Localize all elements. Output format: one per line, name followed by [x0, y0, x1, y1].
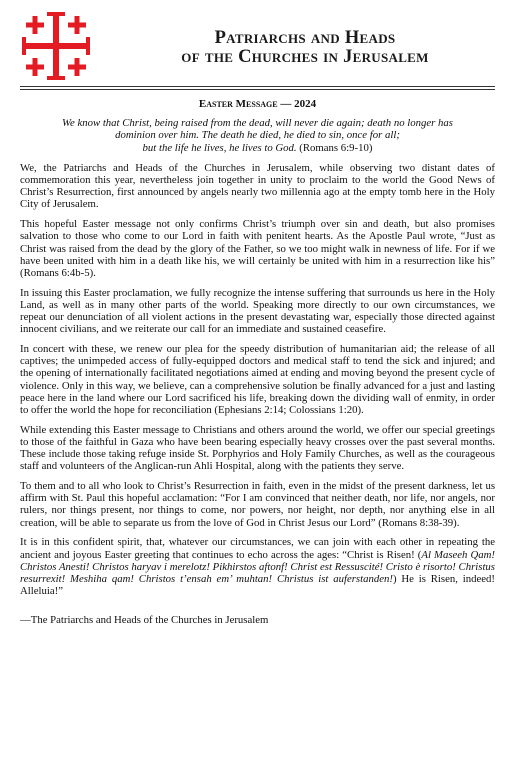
paragraph-6: To them and to all who look to Christ’s Resurrection in faith, even in the midst of the present darkness, let us affirm with St. Paul this hopeful acclamation: “For I am convinced that neither death, nor life, nor angels, nor rulers, nor things present, nor things to come, nor powers, nor height, nor depth, nor anything else in all creation, will be able to separate us from the love of God in Christ Jesus our Lord” (Romans 8:38-39). — [20, 479, 495, 529]
paragraph-5: While extending this Easter message to Christians and others around the world, we offer our special greetings to those of the faithful in Gaza who have been bearing especially heavy crosses over the past several months. These include those taking refuge inside St. Porphyrios and Holy Family Churches, as well as the courageous staff and volunteers of the Anglican-run Ahli Hospital, along with the patients they serve. — [20, 423, 495, 473]
epigraph-line-1: We know that Christ, being raised from the dead, will never die again; death no longer has — [62, 117, 453, 130]
message-body — [20, 98, 495, 627]
message-title: Easter Message — 2024 — [198, 98, 317, 110]
epigraph — [20, 117, 495, 154]
header-title — [115, 29, 495, 67]
center-cross-left-bar — [22, 37, 26, 55]
small-cross-bl-horizontal — [26, 65, 44, 70]
easter-greetings: Al Maseeh Qam! Christos Anesti! Christos haryav i merelotz! Pikhirstos aftonf! Christ est Ressuscité! Cristo è risorto! Christus resurrexit! Meshiha qam! Christos t’ensah em’ muhtan! Christus ist auferstanden! — [20, 548, 495, 585]
jerusalem-cross-logo — [20, 10, 92, 82]
greeting-outro: ) He is Risen, indeed! Alleluia!” — [20, 572, 495, 598]
epigraph-line-3: but the life he lives, he lives to God. — [142, 141, 297, 154]
greeting-intro: It is in this confident spirit, that, whatever our circumstances, we can join with each other in repeating the ancient and joyous Easter greeting that continues to echo across the ages: “Christ is Risen! ( — [20, 536, 495, 561]
paragraph-4: In concert with these, we renew our plea for the speedy distribution of humanitarian aid; the release of all captives; the unimpeded access of fully-equipped doctors and medical staff to tend the sick and injured; and the opening of internationally facilitated negotiations aimed at ending and moving beyond the present cycle of violence. Only in this way, we believe, can a comprehensive solution be finally advanced for a just and lasting peace here in the land where our Lord sacrificed his life, breaking down the dividing wall of enmity, in order to offer the world the hope for reconciliation (Ephesians 2:14; Colossians 1:20). — [20, 342, 495, 416]
header-rule-top — [20, 86, 495, 87]
header-rule-bottom — [20, 89, 495, 90]
small-cross-tl-horizontal — [26, 23, 44, 28]
small-cross-br-horizontal — [68, 65, 86, 70]
header-title-line1: Patriarchs and Heads — [214, 28, 396, 48]
signature: —The Patriarchs and Heads of the Churches in Jerusalem — [20, 614, 269, 627]
center-cross-top-bar — [47, 12, 65, 16]
center-cross-horizontal — [22, 43, 90, 49]
epigraph-line-2: dominion over him. The death he died, he died to sin, once for all; — [115, 129, 400, 142]
paragraph-7 — [20, 536, 495, 597]
epigraph-reference: (Romans 6:9-10) — [296, 141, 373, 154]
paragraph-3: In issuing this Easter proclamation, we fully recognize the intense suffering that surrounds us here in the Holy Land, as well as in many other parts of the world. Speaking more directly to our own circumstances, we repeat our denunciation of all violent actions in the present devastating war, especially those directed against innocent civilians, and we reiterate our call for an immediate and sustained ceasefire. — [20, 286, 495, 336]
center-cross-right-bar — [86, 37, 90, 55]
header-title-line2: of the Churches in Jerusalem — [181, 47, 429, 67]
small-cross-tr-horizontal — [68, 23, 86, 28]
paragraph-2: This hopeful Easter message not only confirms Christ’s triumph over sin and death, but also promises salvation to those who come to our Lord in faith with penitent hearts. As the Apostle Paul wrote, “Just as Christ was raised from the dead by the glory of the Father, so we too might walk in newness of life. For if we have been united with him in a death like his, we will certainly be united with him in a resurrection like his” (Romans 6:4b-5). — [20, 218, 495, 279]
paragraph-1: We, the Patriarchs and Heads of the Churches in Jerusalem, while observing two distant dates of commemoration this year, nevertheless join together in unity to proclaim to the world the Good News of Christ’s Resurrection, first announced by angels nearly two millennia ago at the empty tomb here in the Holy City of Jerusalem. — [20, 161, 495, 211]
center-cross-bottom-bar — [47, 76, 65, 80]
